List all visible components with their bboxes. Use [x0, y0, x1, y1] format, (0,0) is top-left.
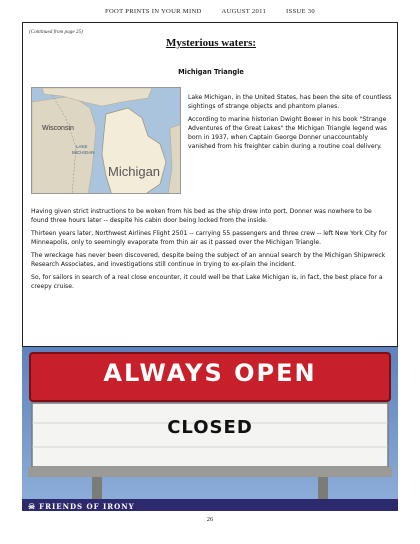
issue-number: ISSUE 30 [286, 8, 315, 15]
map-label-wisconsin: Wisconsin [42, 125, 74, 132]
paragraph: Thirteen years later, Northwest Airlines Flight 2501 -- carrying 55 passengers and three crew -- left New York City for Minneapolis, only to seemingly evaporate from thin air as it passed over the Michigan Triangle. [31, 230, 388, 246]
sign-closed-text: CLOSED [167, 417, 253, 438]
map-label-lake-2: MICHIGAN [72, 150, 95, 155]
lake-michigan-map [31, 87, 181, 194]
paragraph: The wreckage has never been discovered, despite being the subject of an annual search by the Michigan Shipwreck Research Associates, and investigations still continue in trying to ex-plain the incident. [31, 252, 386, 268]
paragraph: Lake Michigan, in the United States, has been the site of countless sightings of strange objects and phantom planes. [188, 94, 392, 110]
page-header [0, 8, 420, 15]
page-number: 26 [206, 516, 214, 523]
paragraph: According to marine historian Dwight Bower in his book "Strange Adventures of the Great Lakes" the Michigan Triangle legend was born in 1937, when Captain George Donner unaccountably vanished from his freighter cabin during a routine coal delivery. [188, 116, 388, 150]
article-frame [22, 22, 398, 347]
article-body [31, 207, 391, 295]
sign-top-text: ALWAYS OPEN [103, 359, 317, 387]
skull-icon: ☠ [28, 501, 37, 511]
paragraph: Having given strict instructions to be woken from his bed as the ship drew into port, Donner was nowhere to be found three hours later -- despite his cabin door being locked from the inside. [31, 208, 372, 224]
issue-date: AUGUST 2011 [221, 8, 267, 15]
article-intro-column [188, 93, 392, 155]
friends-of-irony-brand [28, 501, 135, 511]
paragraph: So, for sailors in search of a real close encounter, it could well be that Lake Michigan is, in fact, the best place for a creepy cruise. [31, 274, 383, 290]
brand-label: FRIENDS OF IRONY [39, 501, 135, 511]
map-label-lake-1: LAKE [76, 144, 88, 149]
publication-name: FOOT PRINTS IN YOUR MIND [105, 8, 202, 15]
article-title: Mysterious waters: [165, 37, 257, 49]
always-open-sign-photo [22, 347, 398, 511]
map-label-michigan: Michigan [108, 164, 161, 179]
continued-note: (Continued from page 25) [29, 29, 83, 35]
article-subtitle: Michigan Triangle [178, 68, 244, 76]
